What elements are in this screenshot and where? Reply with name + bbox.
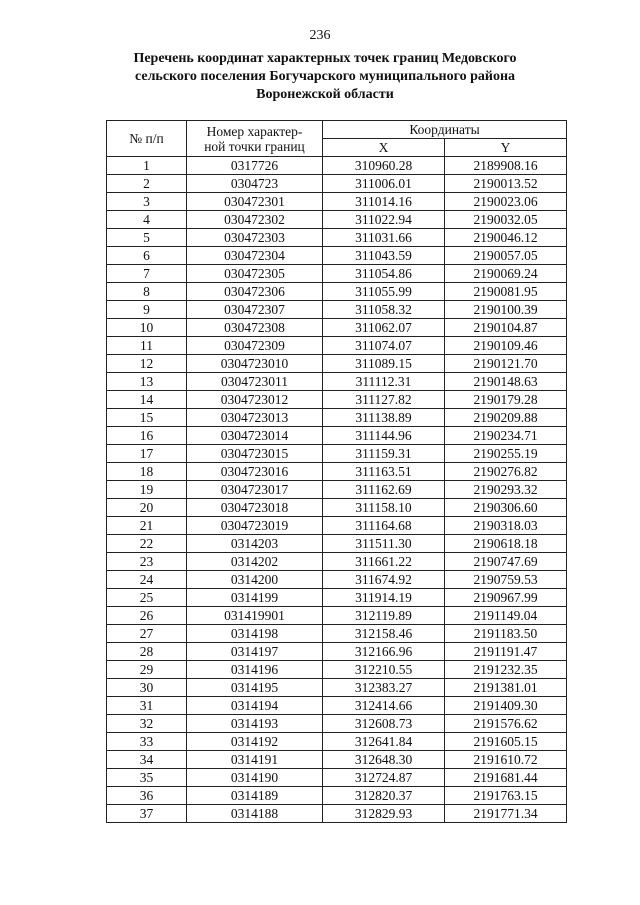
x-coordinate-cell: 311158.10: [323, 499, 445, 517]
row-number-cell: 23: [107, 553, 187, 571]
y-coordinate-cell: 2191381.01: [445, 679, 567, 697]
point-id-cell: 030472305: [187, 265, 323, 283]
x-coordinate-cell: 312383.27: [323, 679, 445, 697]
point-id-cell: 0314191: [187, 751, 323, 769]
table-row: [107, 265, 567, 283]
page-number: 236: [309, 28, 331, 43]
table-row: [107, 535, 567, 553]
row-number-cell: 19: [107, 481, 187, 499]
x-coordinate-cell: 311164.68: [323, 517, 445, 535]
table-row: [107, 427, 567, 445]
x-coordinate-cell: 311162.69: [323, 481, 445, 499]
point-id-cell: 030472303: [187, 229, 323, 247]
point-id-cell: 0304723010: [187, 355, 323, 373]
row-number-cell: 32: [107, 715, 187, 733]
y-coordinate-cell: 2191149.04: [445, 607, 567, 625]
row-number-cell: 24: [107, 571, 187, 589]
x-coordinate-cell: 312119.89: [323, 607, 445, 625]
x-coordinate-cell: 311031.66: [323, 229, 445, 247]
header-number: № п/п: [107, 121, 187, 157]
y-coordinate-cell: 2190179.28: [445, 391, 567, 409]
table-row: [107, 373, 567, 391]
row-number-cell: 31: [107, 697, 187, 715]
table-row: [107, 553, 567, 571]
table-row: [107, 643, 567, 661]
y-coordinate-cell: 2191191.47: [445, 643, 567, 661]
x-coordinate-cell: 312641.84: [323, 733, 445, 751]
y-coordinate-cell: 2191232.35: [445, 661, 567, 679]
document-title: [110, 50, 540, 104]
x-coordinate-cell: 311006.01: [323, 175, 445, 193]
y-coordinate-cell: 2190255.19: [445, 445, 567, 463]
coordinates-table: [106, 120, 567, 823]
point-id-cell: 031419901: [187, 607, 323, 625]
row-number-cell: 20: [107, 499, 187, 517]
table-row: [107, 481, 567, 499]
row-number-cell: 28: [107, 643, 187, 661]
row-number-cell: 34: [107, 751, 187, 769]
table-row: [107, 247, 567, 265]
point-id-cell: 0314199: [187, 589, 323, 607]
row-number-cell: 33: [107, 733, 187, 751]
row-number-cell: 36: [107, 787, 187, 805]
y-coordinate-cell: 2190100.39: [445, 301, 567, 319]
row-number-cell: 21: [107, 517, 187, 535]
row-number-cell: 26: [107, 607, 187, 625]
y-coordinate-cell: 2189908.16: [445, 157, 567, 175]
y-coordinate-cell: 2190318.03: [445, 517, 567, 535]
point-id-cell: 0314194: [187, 697, 323, 715]
x-coordinate-cell: 311022.94: [323, 211, 445, 229]
point-id-cell: 0314197: [187, 643, 323, 661]
point-id-cell: 0304723014: [187, 427, 323, 445]
x-coordinate-cell: 311138.89: [323, 409, 445, 427]
point-id-cell: 030472309: [187, 337, 323, 355]
y-coordinate-cell: 2191183.50: [445, 625, 567, 643]
table-body: [107, 157, 567, 823]
point-id-cell: 0314193: [187, 715, 323, 733]
y-coordinate-cell: 2190618.18: [445, 535, 567, 553]
row-number-cell: 17: [107, 445, 187, 463]
x-coordinate-cell: 312608.73: [323, 715, 445, 733]
table-row: [107, 805, 567, 823]
y-coordinate-cell: 2190109.46: [445, 337, 567, 355]
x-coordinate-cell: 311674.92: [323, 571, 445, 589]
table-row: [107, 517, 567, 535]
point-id-cell: 0317726: [187, 157, 323, 175]
x-coordinate-cell: 312210.55: [323, 661, 445, 679]
y-coordinate-cell: 2191605.15: [445, 733, 567, 751]
x-coordinate-cell: 312724.87: [323, 769, 445, 787]
x-coordinate-cell: 312648.30: [323, 751, 445, 769]
table-row: [107, 751, 567, 769]
point-id-cell: 0314202: [187, 553, 323, 571]
y-coordinate-cell: 2190759.53: [445, 571, 567, 589]
table-row: [107, 211, 567, 229]
table-row: [107, 409, 567, 427]
header-y: Y: [445, 139, 567, 157]
x-coordinate-cell: 311159.31: [323, 445, 445, 463]
y-coordinate-cell: 2190121.70: [445, 355, 567, 373]
y-coordinate-cell: 2191576.62: [445, 715, 567, 733]
point-id-cell: 0314196: [187, 661, 323, 679]
row-number-cell: 11: [107, 337, 187, 355]
y-coordinate-cell: 2190057.05: [445, 247, 567, 265]
x-coordinate-cell: 311054.86: [323, 265, 445, 283]
x-coordinate-cell: 311661.22: [323, 553, 445, 571]
header-x: X: [323, 139, 445, 157]
point-id-cell: 0314203: [187, 535, 323, 553]
point-id-cell: 0304723015: [187, 445, 323, 463]
point-id-cell: 030472306: [187, 283, 323, 301]
table-row: [107, 733, 567, 751]
row-number-cell: 25: [107, 589, 187, 607]
header-point-line-1: Номер характер-: [206, 123, 303, 139]
y-coordinate-cell: 2191771.34: [445, 805, 567, 823]
row-number-cell: 35: [107, 769, 187, 787]
y-coordinate-cell: 2190104.87: [445, 319, 567, 337]
table-row: [107, 787, 567, 805]
row-number-cell: 16: [107, 427, 187, 445]
y-coordinate-cell: 2190148.63: [445, 373, 567, 391]
y-coordinate-cell: 2191610.72: [445, 751, 567, 769]
row-number-cell: 14: [107, 391, 187, 409]
table-row: [107, 445, 567, 463]
x-coordinate-cell: 311043.59: [323, 247, 445, 265]
row-number-cell: 8: [107, 283, 187, 301]
y-coordinate-cell: 2190032.05: [445, 211, 567, 229]
row-number-cell: 37: [107, 805, 187, 823]
x-coordinate-cell: 311127.82: [323, 391, 445, 409]
y-coordinate-cell: 2190023.06: [445, 193, 567, 211]
row-number-cell: 27: [107, 625, 187, 643]
x-coordinate-cell: 312829.93: [323, 805, 445, 823]
y-coordinate-cell: 2190967.99: [445, 589, 567, 607]
y-coordinate-cell: 2191763.15: [445, 787, 567, 805]
point-id-cell: 0304723: [187, 175, 323, 193]
point-id-cell: 030472301: [187, 193, 323, 211]
y-coordinate-cell: 2190069.24: [445, 265, 567, 283]
table-row: [107, 283, 567, 301]
table-row: [107, 175, 567, 193]
point-id-cell: 030472304: [187, 247, 323, 265]
header-point: [187, 121, 323, 157]
row-number-cell: 15: [107, 409, 187, 427]
x-coordinate-cell: 312820.37: [323, 787, 445, 805]
table-row: [107, 715, 567, 733]
table-row: [107, 571, 567, 589]
point-id-cell: 0314190: [187, 769, 323, 787]
table-row: [107, 697, 567, 715]
x-coordinate-cell: 311144.96: [323, 427, 445, 445]
row-number-cell: 2: [107, 175, 187, 193]
header-point-line-2: ной точки границ: [204, 138, 305, 154]
x-coordinate-cell: 311014.16: [323, 193, 445, 211]
x-coordinate-cell: 311511.30: [323, 535, 445, 553]
row-number-cell: 5: [107, 229, 187, 247]
row-number-cell: 4: [107, 211, 187, 229]
title-line-2: сельского поселения Богучарского муниципального района: [134, 69, 516, 84]
title-line-1: Перечень координат характерных точек границ Медовского: [133, 51, 517, 66]
y-coordinate-cell: 2190234.71: [445, 427, 567, 445]
point-id-cell: 0314198: [187, 625, 323, 643]
table-row: [107, 355, 567, 373]
point-id-cell: 0304723018: [187, 499, 323, 517]
row-number-cell: 12: [107, 355, 187, 373]
point-id-cell: 0314200: [187, 571, 323, 589]
row-number-cell: 22: [107, 535, 187, 553]
y-coordinate-cell: 2191681.44: [445, 769, 567, 787]
table-row: [107, 463, 567, 481]
x-coordinate-cell: 311074.07: [323, 337, 445, 355]
table-row: [107, 625, 567, 643]
x-coordinate-cell: 310960.28: [323, 157, 445, 175]
point-id-cell: 0314195: [187, 679, 323, 697]
table-row: [107, 607, 567, 625]
point-id-cell: 0304723013: [187, 409, 323, 427]
x-coordinate-cell: 312414.66: [323, 697, 445, 715]
point-id-cell: 0304723017: [187, 481, 323, 499]
table-row: [107, 679, 567, 697]
y-coordinate-cell: 2190276.82: [445, 463, 567, 481]
y-coordinate-cell: 2190209.88: [445, 409, 567, 427]
point-id-cell: 030472307: [187, 301, 323, 319]
x-coordinate-cell: 311089.15: [323, 355, 445, 373]
row-number-cell: 10: [107, 319, 187, 337]
table-row: [107, 301, 567, 319]
y-coordinate-cell: 2191409.30: [445, 697, 567, 715]
row-number-cell: 29: [107, 661, 187, 679]
table-row: [107, 499, 567, 517]
table-row: [107, 769, 567, 787]
x-coordinate-cell: 311055.99: [323, 283, 445, 301]
table-row: [107, 661, 567, 679]
point-id-cell: 030472308: [187, 319, 323, 337]
point-id-cell: 030472302: [187, 211, 323, 229]
point-id-cell: 0314192: [187, 733, 323, 751]
y-coordinate-cell: 2190306.60: [445, 499, 567, 517]
table-row: [107, 391, 567, 409]
x-coordinate-cell: 311163.51: [323, 463, 445, 481]
table-row: [107, 589, 567, 607]
x-coordinate-cell: 311112.31: [323, 373, 445, 391]
header-coordinates: Координаты: [323, 121, 567, 139]
row-number-cell: 1: [107, 157, 187, 175]
y-coordinate-cell: 2190747.69: [445, 553, 567, 571]
row-number-cell: 3: [107, 193, 187, 211]
table-row: [107, 319, 567, 337]
point-id-cell: 0304723016: [187, 463, 323, 481]
y-coordinate-cell: 2190046.12: [445, 229, 567, 247]
x-coordinate-cell: 311914.19: [323, 589, 445, 607]
x-coordinate-cell: 312166.96: [323, 643, 445, 661]
point-id-cell: 0314188: [187, 805, 323, 823]
table-row: [107, 229, 567, 247]
table-header: [107, 121, 567, 157]
row-number-cell: 13: [107, 373, 187, 391]
y-coordinate-cell: 2190293.32: [445, 481, 567, 499]
point-id-cell: 0304723011: [187, 373, 323, 391]
point-id-cell: 0314189: [187, 787, 323, 805]
point-id-cell: 0304723019: [187, 517, 323, 535]
row-number-cell: 30: [107, 679, 187, 697]
point-id-cell: 0304723012: [187, 391, 323, 409]
row-number-cell: 18: [107, 463, 187, 481]
table-row: [107, 157, 567, 175]
table-row: [107, 337, 567, 355]
row-number-cell: 7: [107, 265, 187, 283]
x-coordinate-cell: 312158.46: [323, 625, 445, 643]
title-line-3: Воронежской области: [256, 87, 394, 102]
x-coordinate-cell: 311058.32: [323, 301, 445, 319]
row-number-cell: 6: [107, 247, 187, 265]
table-row: [107, 193, 567, 211]
y-coordinate-cell: 2190081.95: [445, 283, 567, 301]
row-number-cell: 9: [107, 301, 187, 319]
y-coordinate-cell: 2190013.52: [445, 175, 567, 193]
x-coordinate-cell: 311062.07: [323, 319, 445, 337]
